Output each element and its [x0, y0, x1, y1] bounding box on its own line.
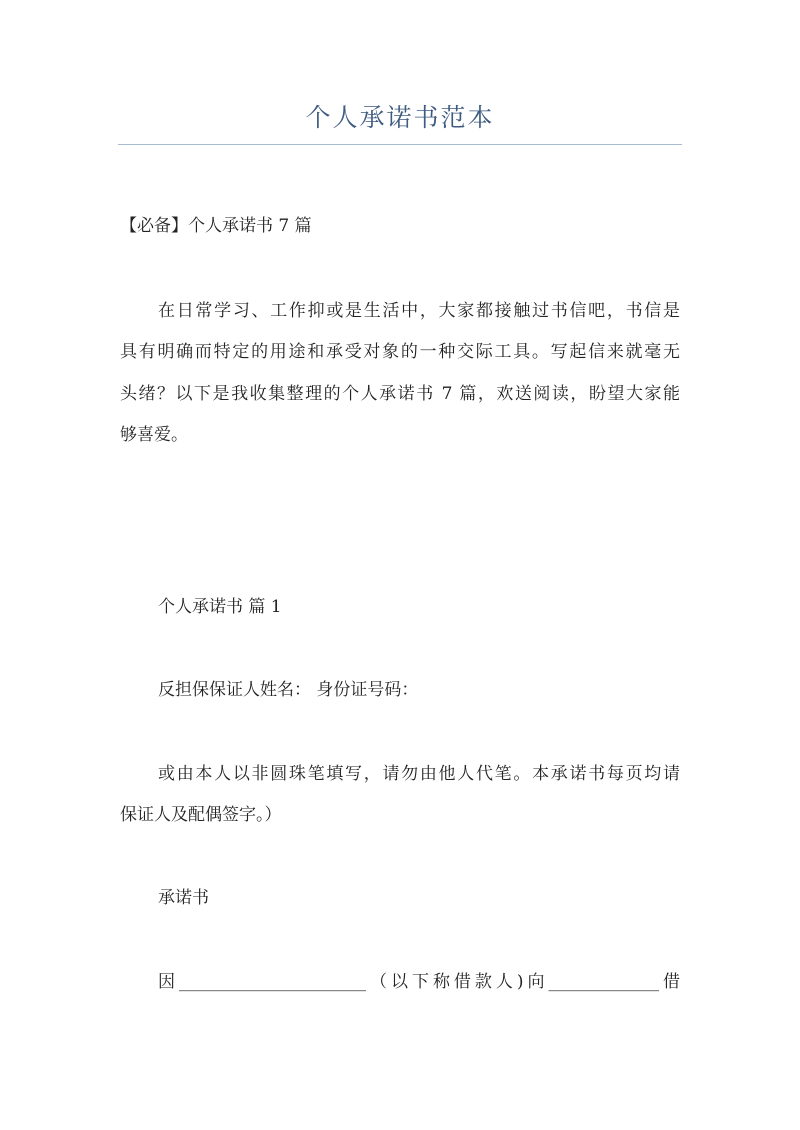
commitment-heading: 承诺书: [158, 888, 209, 908]
intro-line-1: 在日常学习、工作抑或是生活中，大家都接触过书信吧，书信是: [158, 301, 680, 321]
document-title: 个人承诺书范本: [305, 103, 495, 132]
document-heading: 【必备】个人承诺书 7 篇: [120, 216, 312, 236]
intro-line-2: 具有明确而特定的用途和承受对象的一种交际工具。写起信来就毫无: [120, 342, 680, 362]
cause-line: 因______________________（以下称借款人)向_____________借: [158, 972, 680, 992]
title-divider: [118, 144, 682, 145]
instruction-line-1: 或由本人以非圆珠笔填写，请勿由他人代笔。本承诺书每页均请: [158, 764, 680, 784]
guarantor-line: 反担保保证人姓名： 身份证号码：: [158, 680, 419, 700]
intro-line-3: 头绪？以下是我收集整理的个人承诺书 7 篇，欢送阅读，盼望大家能: [120, 384, 680, 404]
instruction-line-2: 保证人及配偶签字。）: [120, 805, 282, 825]
section-title: 个人承诺书 篇 1: [158, 597, 282, 617]
intro-line-4: 够喜爱。: [120, 425, 188, 445]
